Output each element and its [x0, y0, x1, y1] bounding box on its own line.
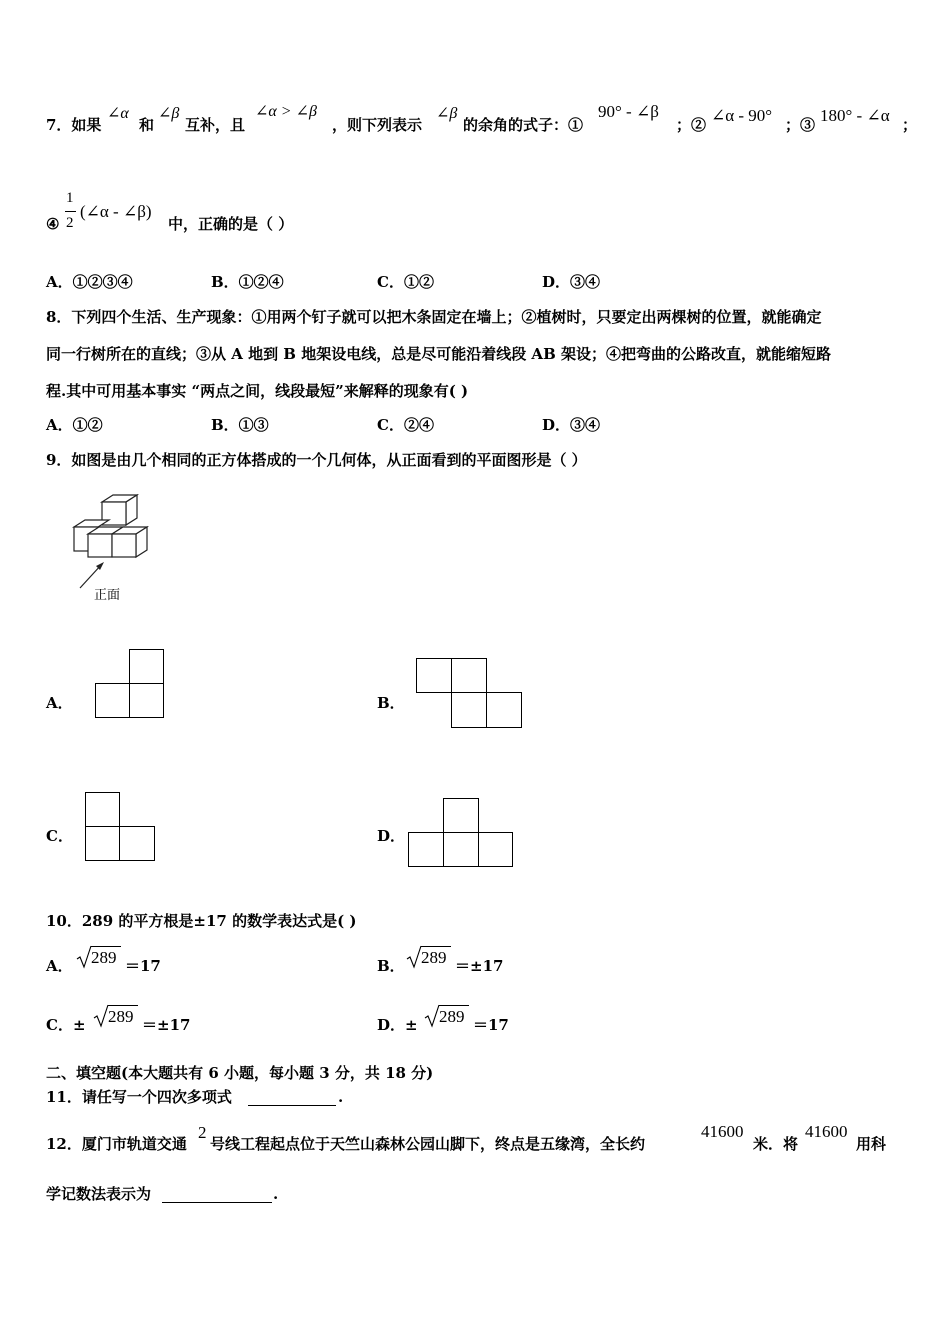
- section-2-heading: 二、填空题(本大题共有 6 小题，每小题 3 分，共 18 分): [46, 1064, 434, 1082]
- q7-expr-4: (∠α - ∠β): [80, 202, 152, 221]
- q7-sep-2: ；②: [676, 116, 707, 134]
- q7-expr-3: 180° - ∠α: [820, 106, 890, 125]
- q10-option-c-rest: ＝±17: [142, 1016, 191, 1034]
- q12-length-2: 41600: [805, 1122, 848, 1141]
- q10-option-a-label: A．: [46, 957, 73, 975]
- square: [85, 792, 120, 827]
- q8-option-c: C．②④: [377, 416, 434, 434]
- square: [451, 658, 487, 693]
- square: [416, 658, 452, 693]
- q7-option-a: A．①②③④: [46, 273, 133, 291]
- q12-prefix: 12．厦门市轨道交通: [46, 1135, 187, 1153]
- square: [486, 692, 522, 728]
- q7-option-b: B．①②④: [211, 273, 284, 291]
- q10-option-a-rest: ＝17: [125, 957, 161, 975]
- q12-suffix: 用科: [856, 1135, 887, 1153]
- q9-option-d-label: D．: [377, 827, 406, 845]
- q10-option-d-rest: ＝17: [473, 1016, 509, 1034]
- q7-option-d: D．③④: [542, 273, 601, 291]
- q7-expr-2: ∠α - 90°: [711, 106, 773, 125]
- q7-angle-beta-2: ∠β: [436, 105, 458, 122]
- sqrt-bar: [421, 946, 451, 947]
- square: [119, 826, 155, 861]
- q12-length-1: 41600: [701, 1122, 744, 1141]
- q10-option-c-label: C．±: [46, 1016, 86, 1034]
- q12-middle: 号线工程起点位于天竺山森林公园山脚下，终点是五缘湾，全长约: [210, 1135, 646, 1153]
- q11-answer-blank[interactable]: [248, 1090, 336, 1106]
- q12-answer-blank[interactable]: [162, 1187, 272, 1203]
- q10-option-b-label: B．: [377, 957, 405, 975]
- sqrt-bar: [439, 1005, 469, 1006]
- front-view-label: 正面: [94, 588, 121, 603]
- q8-line-1: 8．下列四个生活、生产现象：①用两个钉子就可以把木条固定在墙上；②植树时，只要定出两棵树的位置，就能确定: [46, 308, 822, 326]
- square: [85, 826, 120, 861]
- q10-option-c-radicand: 289: [108, 1007, 134, 1026]
- q8-option-b: B．①③: [211, 416, 269, 434]
- square: [129, 649, 164, 684]
- q7-then: ，则下列表示: [332, 116, 423, 134]
- q7-condition: ∠α > ∠β: [255, 103, 317, 120]
- square: [451, 692, 487, 728]
- sqrt-bar: [91, 946, 121, 947]
- square: [408, 832, 444, 867]
- q8-line-2: 同一行树所在的直线；③从 A 地到 B 地架设电线，总是尽可能沿着线段 AB 架设；④把弯曲的公路改直，就能缩短路: [46, 345, 831, 363]
- q8-option-d: D．③④: [542, 416, 601, 434]
- q7-complement: 的余角的式子：①: [463, 116, 584, 134]
- q10-option-d-label: D．±: [377, 1016, 418, 1034]
- q10-text: 10．289 的平方根是±17 的数学表达式是( ): [46, 912, 357, 930]
- square: [129, 683, 164, 718]
- q7-prefix: 7．如果: [46, 116, 102, 134]
- q11-text: 11．请任写一个四次多项式: [46, 1088, 232, 1106]
- q7-sep-3: ；③: [785, 116, 816, 134]
- q12-line-number: 2: [198, 1123, 207, 1142]
- q12-line-2: 学记数法表示为: [46, 1185, 152, 1203]
- q7-angle-beta: ∠β: [158, 105, 180, 122]
- q7-angle-alpha: ∠α: [107, 105, 129, 122]
- sqrt-sign-icon: [93, 1004, 109, 1028]
- q7-supplement: 互补，且: [185, 116, 246, 134]
- q7-frac-numerator: 1: [66, 190, 74, 206]
- q7-circle-4: ④: [46, 215, 60, 233]
- sqrt-bar: [108, 1005, 138, 1006]
- square: [443, 832, 479, 867]
- q10-option-d-radicand: 289: [439, 1007, 465, 1026]
- q7-frac-denominator: 2: [66, 215, 74, 231]
- square: [95, 683, 130, 718]
- q12-unit: 米．将: [753, 1135, 799, 1153]
- q10-option-b-rest: ＝±17: [455, 957, 504, 975]
- sqrt-sign-icon: [424, 1004, 440, 1028]
- q10-option-b-radicand: 289: [421, 948, 447, 967]
- q7-frac-bar: [65, 211, 76, 212]
- q9-option-a-label: A．: [46, 694, 73, 712]
- sqrt-sign-icon: [76, 945, 92, 969]
- q8-option-a: A．①②: [46, 416, 103, 434]
- q10-option-a-radicand: 289: [91, 948, 117, 967]
- q8-line-3: 程.其中可用基本事实 “两点之间，线段最短”来解释的现象有( ): [46, 382, 469, 400]
- q11-period: .: [338, 1088, 344, 1106]
- q9-option-c-label: C．: [46, 827, 73, 845]
- q12-period: .: [273, 1185, 279, 1203]
- square: [478, 832, 513, 867]
- q7-and: 和: [139, 116, 155, 134]
- q7-semicolon: ；: [902, 116, 918, 134]
- sqrt-sign-icon: [406, 945, 422, 969]
- q7-option-c: C．①②: [377, 273, 434, 291]
- square: [443, 798, 479, 833]
- q9-text: 9．如图是由几个相同的正方体搭成的一个几何体，从正面看到的平面图形是（ ）: [46, 451, 587, 469]
- q7-question-tail: 中，正确的是（ ）: [168, 215, 294, 233]
- q7-expr-1: 90° - ∠β: [598, 102, 659, 121]
- q9-option-b-label: B．: [377, 694, 405, 712]
